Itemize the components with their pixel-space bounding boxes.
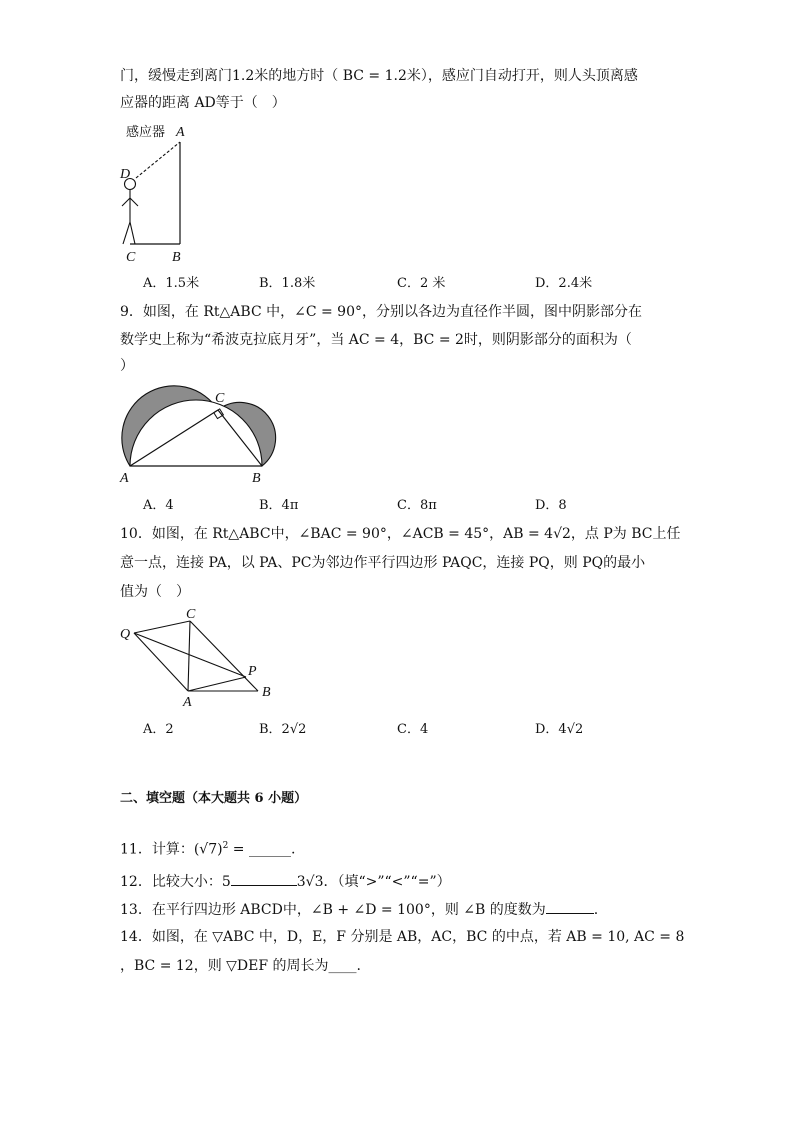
- q14-text-line-2: ，BC = 12，则 ▽DEF 的周长为____.: [120, 958, 361, 974]
- q8-option-c: C．2 米: [397, 276, 446, 291]
- q11-expression: (√7): [193, 841, 223, 858]
- q9-label-A: A: [120, 471, 129, 486]
- q10-label-A: A: [183, 695, 192, 710]
- q10-label-C: C: [186, 607, 196, 622]
- q8-label-A: A: [176, 125, 185, 140]
- q8-option-b: B．1.8米: [259, 276, 316, 291]
- q13-text: [120, 899, 598, 920]
- q9-option-c: C．8π: [397, 498, 437, 513]
- q10-label-B: B: [262, 685, 271, 700]
- q10-figure: [112, 605, 282, 710]
- q8-label-sensor: 感应器: [126, 125, 166, 140]
- q11-text: [120, 836, 295, 860]
- q12-answer-blank[interactable]: [231, 871, 297, 886]
- q8-text-line-1: 门，缓慢走到离门1.2米的地方时（ BC = 1.2米），感应门自动打开，则人头顶离感: [120, 68, 638, 84]
- q14-text-line-1: 14．如图，在 ▽ABC 中，D，E，F 分别是 AB，AC，BC 的中点，若 AB = 10, AC = 8: [120, 929, 685, 945]
- q9-label-B: B: [252, 471, 261, 486]
- q9-text-line-3: ）: [120, 358, 134, 374]
- section-2-title: 二、填空题（本大题共 6 小题）: [120, 791, 308, 806]
- q9-figure: [112, 382, 297, 487]
- q9-option-b: B．4π: [259, 498, 299, 513]
- q13-answer-blank[interactable]: [546, 899, 594, 914]
- q8-figure: [112, 118, 222, 268]
- q10-option-a: A．2: [143, 722, 174, 737]
- q9-text-line-2: 数学史上称为“希波克拉底月牙”，当 AC = 4，BC = 2时，则阴影部分的面积为（: [120, 332, 632, 348]
- q9-option-a: A．4: [143, 498, 174, 513]
- q10-text-line-3: 值为（ ）: [120, 584, 190, 600]
- q10-text-line-1: 10．如图，在 Rt△ABC中，∠BAC = 90°，∠ACB = 45°，AB = 4√2，点 P为 BC上任: [120, 526, 681, 542]
- q10-option-c: C．4: [397, 722, 429, 737]
- q8-label-D: D: [120, 167, 131, 182]
- q8-option-d: D．2.4米: [535, 276, 593, 291]
- q10-label-Q: Q: [120, 627, 131, 642]
- q12-text: [120, 871, 451, 892]
- q10-text-line-2: 意一点，连接 PA，以 PA、PC为邻边作平行四边形 PAQC，连接 PQ，则 PQ的最小: [120, 555, 646, 571]
- q10-label-P: P: [248, 664, 257, 679]
- q9-option-d: D．8: [535, 498, 567, 513]
- q9-label-C: C: [215, 391, 225, 406]
- q11-prefix: 11．计算：: [120, 841, 194, 858]
- q13-question: 13．在平行四边形 ABCD中，∠B + ∠D = 100°，则 ∠B 的度数为: [120, 902, 546, 918]
- q8-label-B: B: [172, 250, 181, 265]
- q11-suffix: = ______.: [228, 841, 296, 858]
- q8-text-line-2: 应器的距离 AD等于（ ）: [120, 95, 286, 111]
- q10-option-b: B．2√2: [259, 722, 307, 737]
- q12-prefix: 12．比较大小：5: [120, 874, 231, 890]
- q8-option-a: A．1.5米: [143, 276, 200, 291]
- q13-end: .: [593, 902, 599, 918]
- q10-option-d: D．4√2: [535, 722, 584, 737]
- q12-suffix: 3√3．（填“>”“<”“=”）: [296, 874, 451, 890]
- q8-label-C: C: [126, 250, 136, 265]
- q9-text-line-1: 9．如图，在 Rt△ABC 中，∠C = 90°，分别以各边为直径作半圆，图中阴影部分在: [120, 304, 642, 320]
- q11-exponent: 2: [222, 841, 229, 851]
